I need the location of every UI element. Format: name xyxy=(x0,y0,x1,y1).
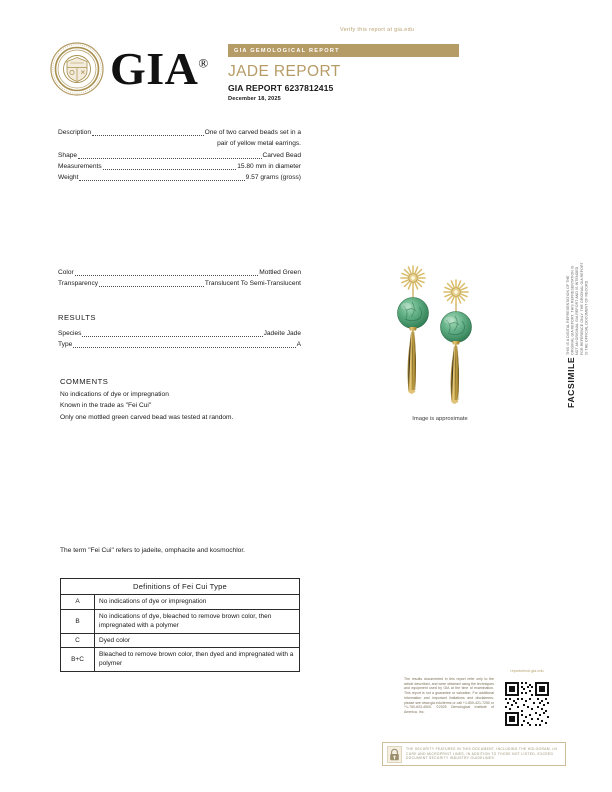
spec-row-color xyxy=(58,267,301,278)
leader-dots xyxy=(75,275,258,276)
table-row xyxy=(61,633,300,647)
type-definition: Dyed color xyxy=(95,633,300,647)
page-title: JADE REPORT xyxy=(228,62,341,80)
leader-dots xyxy=(92,135,204,136)
gia-wordmark: GIA® xyxy=(110,43,209,94)
type-code: A xyxy=(61,595,95,609)
results-heading: RESULTS xyxy=(58,313,96,322)
fei-cui-note xyxy=(60,545,290,556)
spec-label: Measurements xyxy=(58,162,102,170)
spec-label: Description xyxy=(58,129,91,136)
spec-value: Translucent To Semi-Translucent xyxy=(204,280,301,288)
spec-row-type xyxy=(58,339,301,350)
fei-cui-definitions-table xyxy=(60,578,300,672)
comments-heading: COMMENTS xyxy=(60,377,109,386)
type-definition: Bleached to remove brown color, then dyed and impregnated with a polymer xyxy=(95,648,300,672)
leader-dots xyxy=(78,158,261,159)
spec-label: Shape xyxy=(58,151,78,159)
leader-dots xyxy=(73,347,295,348)
spec-row-species xyxy=(58,328,301,339)
verify-report-link[interactable]: Verify this report at gia.edu xyxy=(340,27,415,33)
facsimile-label: FACSIMILE xyxy=(566,356,576,408)
leader-dots xyxy=(99,286,204,287)
spec-row-transparency xyxy=(58,278,301,289)
spec-label: Transparency xyxy=(58,280,99,288)
facsimile-sidebar xyxy=(566,258,596,408)
type-code: B+C xyxy=(61,648,95,672)
spec-row-description xyxy=(58,127,301,138)
comments-list xyxy=(60,389,310,423)
type-code: C xyxy=(61,633,95,647)
fei-cui-note-text: The term "Fei Cui" refers to jadeite, omphacite and kosmochlor. xyxy=(60,547,245,554)
photo-caption: Image is approximate xyxy=(412,416,468,422)
spec-row-shape xyxy=(58,150,301,161)
spec-value: 9.57 grams (gross) xyxy=(245,174,301,182)
table-title: Definitions of Fei Cui Type xyxy=(61,579,300,595)
leader-dots xyxy=(79,180,244,181)
spec-value: Jadeite Jade xyxy=(263,330,301,337)
report-header xyxy=(228,44,528,102)
table-row xyxy=(61,595,300,609)
table-header-row xyxy=(61,579,300,595)
leader-dots xyxy=(82,336,262,337)
spec-row-measurements xyxy=(58,161,301,172)
spec-value: Mottled Green xyxy=(259,269,301,276)
spec-value-continuation: pair of yellow metal earrings. xyxy=(217,140,301,148)
report-type-band: GIA GEMOLOGICAL REPORT xyxy=(228,44,459,57)
gia-seal-icon xyxy=(50,42,104,96)
spec-label: Type xyxy=(58,341,73,349)
qr-code-label: reportcheck.gia.edu xyxy=(510,669,544,673)
color-properties-list xyxy=(58,267,301,290)
security-notice xyxy=(382,742,566,766)
spec-row-weight xyxy=(58,172,301,183)
gia-logo xyxy=(50,42,209,96)
report-date: December 18, 2025 xyxy=(228,95,281,102)
type-definition: No indications of dye, bleached to remove brown color, then impregnated with a polymer xyxy=(95,609,300,633)
spec-value: 15.80 mm in diameter xyxy=(237,162,301,170)
lock-icon xyxy=(387,746,402,763)
facsimile-fine-print: THIS IS A DIGITAL REPRESENTATION OF THE ORIGINAL GIA REPORT. THIS REPRESENTATION IS NOT AN ORIGINAL GIA REPORT AND IS INTENDED FOR REFERENCE ONLY. THE ORIGINAL GIA REPORT IS THE OFFICIAL DOCUMENT OF RECORD. xyxy=(566,262,589,355)
spec-value: A xyxy=(296,341,301,349)
results-list xyxy=(58,328,301,351)
table-row xyxy=(61,648,300,672)
spec-label: Color xyxy=(58,269,74,276)
spec-label: Weight xyxy=(58,174,79,182)
comment-line: Only one mottled green carved bead was tested at random. xyxy=(60,413,234,421)
specifications-list xyxy=(58,127,301,183)
comment-line: Known in the trade as "Fei Cui" xyxy=(60,402,152,410)
leader-dots xyxy=(103,169,237,170)
spec-value: Carved Bead xyxy=(262,151,301,159)
table-row xyxy=(61,609,300,633)
spec-value: One of two carved beads set in a xyxy=(204,129,301,136)
type-definition: No indications of dye or impregnation xyxy=(95,595,300,609)
comment-line: No indications of dye or impregnation xyxy=(60,391,169,398)
qr-code-icon[interactable] xyxy=(503,680,551,728)
jade-bead-earrings-photo xyxy=(381,262,499,417)
spec-label: Species xyxy=(58,330,82,337)
type-code: B xyxy=(61,609,95,633)
legal-disclaimer: The results documented in this report refer only to the article described, and were obtained using the techniques and equipment used by GIA at the time of examination. This report is not a guarantee or valuation. For additional information and important limitations and disclaimers, please see www.gia.edu/terms or call +1-800-421-7250 or +1-760-603-4500. ©2025 Gemological Institute of America, Inc. xyxy=(404,677,494,714)
security-notice-text: THE SECURITY FEATURES IN THIS DOCUMENT, INCLUDING THE HOLOGRAM, UV CURE AND MICROPRINT LINES, IN ADDITION TO THOSE NOT LISTED, EXCEED DOCUMENT SECURITY INDUSTRY GUIDELINES. xyxy=(406,747,558,761)
report-number: GIA REPORT 6237812415 xyxy=(228,83,334,94)
